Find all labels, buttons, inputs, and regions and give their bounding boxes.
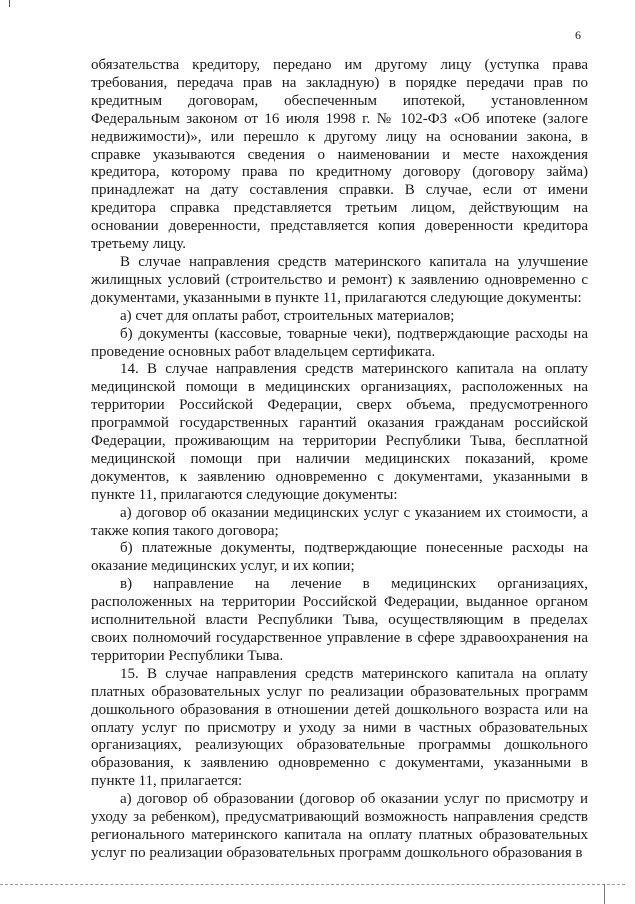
paragraph-15: 15. В случае направления средств материнского капитала на оплату платных образовательных услуг по реализации образовательных программ дошкольного образования в отношении детей дошкольного возраста или на оплату услуг по присмотру и уходу за ними в частных образовательных организациях, реализующих образовательные программы дошкольного образования, к заявлению одновременно с документами, указанными в пункте 11, прилагается: (91, 665, 588, 790)
list-item-v: в) направление на лечение в медицинских организациях, расположенных на территории Российской Федерации, выданное органом исполнительной власти Республики Тыва, осуществляющим в пределах своих полномочий государственное управление в сфере здравоохранения на территории Республики Тыва. (91, 576, 588, 664)
list-item-b: б) документы (кассовые, товарные чеки), подтверждающие расходы на проведение основных работ владельцем сертификата. (91, 325, 588, 360)
paragraph-continuation: обязательства кредитору, передано им другому лицу (уступка права требования, передача прав на закладную) в порядке передачи прав по кредитным договорам, обеспеченным ипотекой, установленном Федеральным законом от 16 июля 1998 г. № 102-ФЗ «Об ипотеке (залоге недвижимости)», или перешло к другому лицу на основании закона, в справке указываются сведения о наименовании и месте нахождения кредитора, которому права по кредитному договору (договору займа) принадлежат на дату составления справки. В случае, если от имени кредитора справка представляется третьим лицом, действующим на основании доверенности, представляется копия доверенности кредитора третьему лицу. (91, 57, 588, 253)
scan-mark (604, 884, 605, 904)
page-number: 6 (575, 28, 581, 42)
document-body (91, 57, 588, 863)
paragraph-construction-documents: В случае направления средств материнского капитала на улучшение жилищных условий (строительство и ремонт) к заявлению одновременно с документами, указанными в пункте 11, прилагаются следующие документы: (91, 253, 588, 306)
scan-edge-line (0, 884, 625, 885)
list-item-a: а) договор об образовании (договор об оказании услуг по присмотру и уходу за ребенком), предусматривающий возможность направления средств регионального материнского капитала на оплату платных образовательных услуг по реализации образовательных программ дошкольного образования в (91, 791, 588, 861)
paragraph-14: 14. В случае направления средств материнского капитала на оплату медицинской помощи в медицинских организациях, расположенных на территории Российской Федерации, сверх объема, предусмотренного программой государственных гарантий оказания гражданам российской Федерации, проживающим на территории Республики Тыва, бесплатной медицинской помощи при наличии медицинских показаний, кроме документов, к заявлению одновременно с документами, указанными в пункте 11, прилагаются следующие документы: (91, 361, 588, 503)
list-item-a: а) счет для оплаты работ, строительных материалов; (120, 307, 455, 324)
list-item-b: б) платежные документы, подтверждающие понесенные расходы на оказание медицинских услуг, и их копии; (91, 540, 588, 575)
list-item-a: а) договор об оказании медицинских услуг с указанием их стоимости, а также копия такого договора; (91, 504, 588, 539)
scan-mark (9, 0, 10, 7)
